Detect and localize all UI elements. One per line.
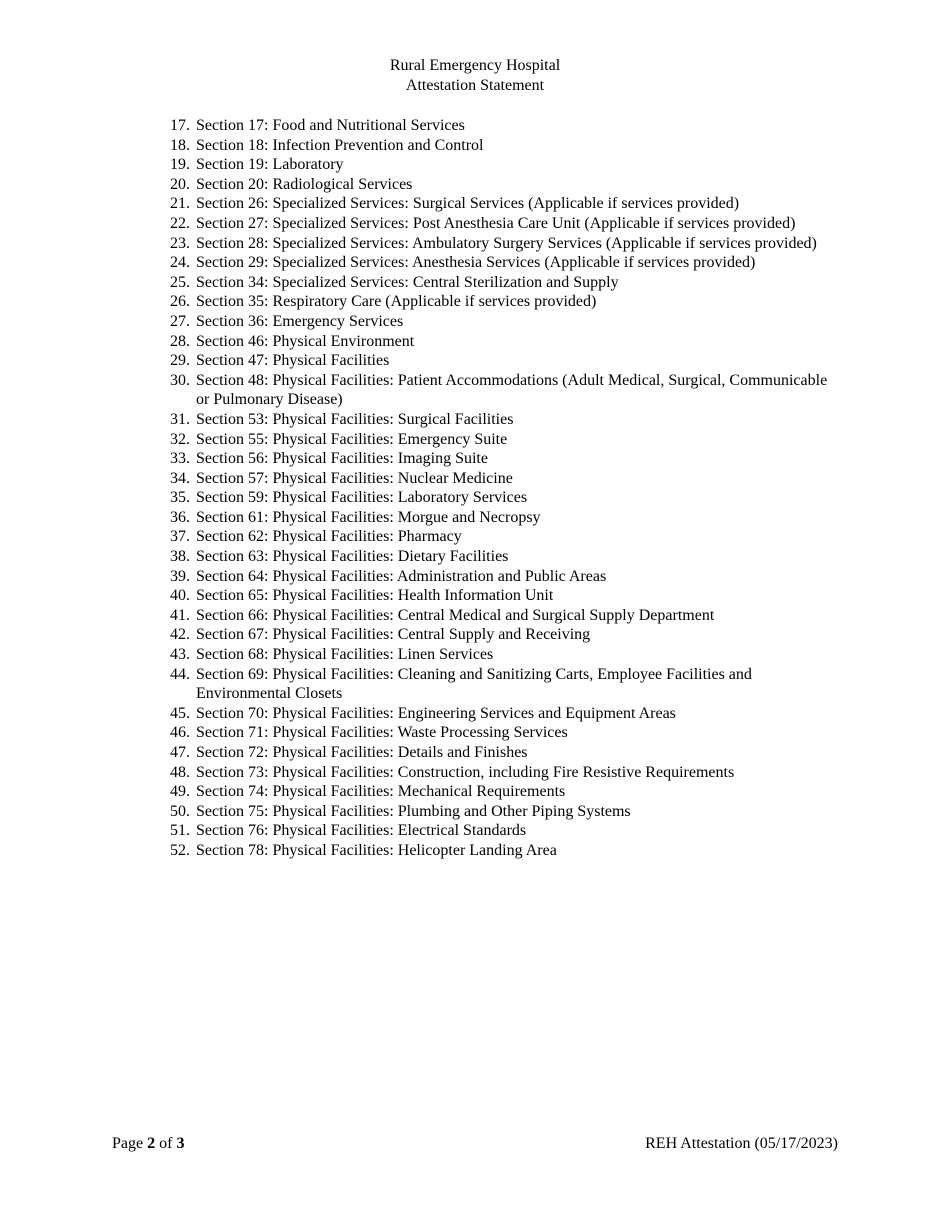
list-item-text: Section 57: Physical Facilities: Nuclear Medicine — [196, 469, 513, 487]
header-subtitle: Attestation Statement — [405, 77, 545, 94]
total-pages: 3 — [176, 1135, 185, 1152]
list-item-text: Section 59: Physical Facilities: Laboratory Services — [196, 489, 528, 507]
list-item — [0, 175, 950, 195]
list-item — [0, 430, 950, 450]
page-header — [0, 56, 950, 96]
list-item-number: 46. — [170, 724, 190, 742]
list-item-number: 37. — [170, 528, 190, 546]
list-item-text: Section 64: Physical Facilities: Administration and Public Areas — [196, 567, 607, 585]
list-item — [0, 547, 950, 567]
list-item-text: Section 26: Specialized Services: Surgical Services (Applicable if services provided) — [196, 195, 740, 213]
list-item-number: 30. — [170, 371, 190, 389]
list-item-text: Section 74: Physical Facilities: Mechanical Requirements — [196, 783, 566, 801]
list-item-text: Section 55: Physical Facilities: Emergency Suite — [196, 430, 508, 448]
list-item-text: Section 56: Physical Facilities: Imaging Suite — [196, 450, 488, 468]
list-item — [0, 606, 950, 626]
list-item — [0, 234, 950, 254]
list-item-text: Section 63: Physical Facilities: Dietary Facilities — [196, 548, 509, 566]
list-item-number: 31. — [170, 410, 190, 428]
list-item — [0, 723, 950, 743]
list-item-text: Section 18: Infection Prevention and Control — [196, 136, 484, 154]
list-item-text: Section 65: Physical Facilities: Health Information Unit — [196, 587, 554, 605]
list-item-number: 32. — [170, 430, 190, 448]
list-item-text: Section 19: Laboratory — [196, 156, 344, 174]
list-item-text: Section 27: Specialized Services: Post Anesthesia Care Unit (Applicable if services provided) — [196, 214, 796, 232]
list-item-text: Section 61: Physical Facilities: Morgue and Necropsy — [196, 508, 541, 526]
list-item-text: Section 36: Emergency Services — [196, 312, 404, 330]
list-item-text: Section 75: Physical Facilities: Plumbing and Other Piping Systems — [196, 802, 631, 820]
list-item — [0, 332, 950, 352]
list-item — [0, 508, 950, 528]
list-item-text: Section 47: Physical Facilities — [196, 352, 390, 370]
list-item-number: 22. — [170, 214, 190, 232]
list-item-text: Section 69: Physical Facilities: Cleaning and Sanitizing Carts, Employee Facilities and Environmental Closets — [196, 665, 752, 703]
list-item-text: Section 73: Physical Facilities: Construction, including Fire Resistive Requirements — [196, 763, 735, 781]
list-item-text: Section 29: Specialized Services: Anesthesia Services (Applicable if services provided) — [196, 254, 756, 272]
list-item-number: 35. — [170, 489, 190, 507]
list-item-number: 23. — [170, 234, 190, 252]
list-item — [0, 136, 950, 156]
list-item-number: 27. — [170, 312, 190, 330]
list-item-text: Section 68: Physical Facilities: Linen Services — [196, 646, 494, 664]
list-item — [0, 821, 950, 841]
section-list — [0, 116, 950, 861]
list-item-text: Section 28: Specialized Services: Ambulatory Surgery Services (Applicable if services provided) — [196, 234, 817, 252]
list-item — [0, 194, 950, 214]
list-item — [0, 292, 950, 312]
list-item-number: 41. — [170, 606, 190, 624]
list-item-number: 52. — [170, 841, 190, 859]
list-item — [0, 371, 950, 410]
list-item — [0, 351, 950, 371]
list-item-number: 43. — [170, 646, 190, 664]
list-item-text: Section 17: Food and Nutritional Services — [196, 117, 465, 134]
list-item — [0, 527, 950, 547]
list-item-number: 39. — [170, 567, 190, 585]
list-item-text: Section 72: Physical Facilities: Details and Finishes — [196, 744, 528, 761]
list-item-number: 50. — [170, 802, 190, 820]
list-item — [0, 743, 950, 763]
list-item-number: 36. — [170, 508, 190, 526]
list-item-number: 40. — [170, 587, 190, 605]
list-item-text: Section 35: Respiratory Care (Applicable if services provided) — [196, 293, 597, 311]
list-item-number: 18. — [170, 136, 190, 154]
list-item-number: 19. — [170, 156, 190, 174]
list-item-number: 44. — [170, 665, 190, 683]
list-item-text: Section 46: Physical Environment — [196, 332, 415, 350]
page-number: Page 2 of 3 — [112, 1135, 185, 1152]
list-item-text: Section 78: Physical Facilities: Helicopter Landing Area — [196, 841, 557, 859]
list-item — [0, 665, 950, 704]
list-item-number: 42. — [170, 626, 190, 644]
list-item — [0, 214, 950, 234]
page-footer — [112, 1134, 838, 1154]
list-item-text: Section 70: Physical Facilities: Engineering Services and Equipment Areas — [196, 704, 676, 722]
list-item-number: 38. — [170, 548, 190, 566]
list-item-number: 48. — [170, 763, 190, 781]
list-item — [0, 410, 950, 430]
list-item — [0, 704, 950, 724]
list-item — [0, 253, 950, 273]
list-item — [0, 273, 950, 293]
list-item-text: Section 67: Physical Facilities: Central Supply and Receiving — [196, 626, 591, 644]
list-item-number: 33. — [170, 450, 190, 468]
list-item-text: Section 62: Physical Facilities: Pharmacy — [196, 528, 462, 546]
list-item-text: Section 66: Physical Facilities: Central Medical and Surgical Supply Department — [196, 606, 715, 624]
list-item-number: 29. — [170, 352, 190, 370]
list-item-text: Section 76: Physical Facilities: Electrical Standards — [196, 822, 527, 840]
list-item — [0, 586, 950, 606]
list-item-number: 28. — [170, 332, 190, 350]
list-item-number: 51. — [170, 822, 190, 840]
list-item-text: Section 48: Physical Facilities: Patient Accommodations (Adult Medical, Surgical, Communicable or Pulmonary Disease) — [196, 371, 828, 409]
list-item — [0, 567, 950, 587]
document-id: REH Attestation (05/17/2023) — [645, 1135, 838, 1152]
list-item — [0, 116, 950, 136]
list-item-number: 47. — [170, 744, 190, 761]
list-item-number: 24. — [170, 254, 190, 272]
list-item — [0, 449, 950, 469]
list-item — [0, 312, 950, 332]
list-item-text: Section 71: Physical Facilities: Waste Processing Services — [196, 724, 568, 742]
list-item-text: Section 20: Radiological Services — [196, 175, 413, 193]
current-page: 2 — [147, 1135, 156, 1152]
list-item-number: 20. — [170, 175, 190, 193]
header-title: Rural Emergency Hospital — [389, 57, 561, 74]
list-item-number: 45. — [170, 704, 190, 722]
list-item — [0, 488, 950, 508]
list-item — [0, 763, 950, 783]
list-item — [0, 802, 950, 822]
list-item-text: Section 53: Physical Facilities: Surgical Facilities — [196, 410, 514, 428]
list-item-number: 17. — [170, 117, 190, 134]
list-item — [0, 625, 950, 645]
list-item-number: 25. — [170, 273, 190, 291]
list-item-number: 21. — [170, 195, 190, 213]
list-item-number: 34. — [170, 469, 190, 487]
list-item — [0, 782, 950, 802]
list-item-number: 49. — [170, 783, 190, 801]
list-item-number: 26. — [170, 293, 190, 311]
list-item — [0, 645, 950, 665]
list-item-text: Section 34: Specialized Services: Central Sterilization and Supply — [196, 273, 619, 291]
list-item — [0, 155, 950, 175]
list-item — [0, 841, 950, 861]
list-item — [0, 469, 950, 489]
